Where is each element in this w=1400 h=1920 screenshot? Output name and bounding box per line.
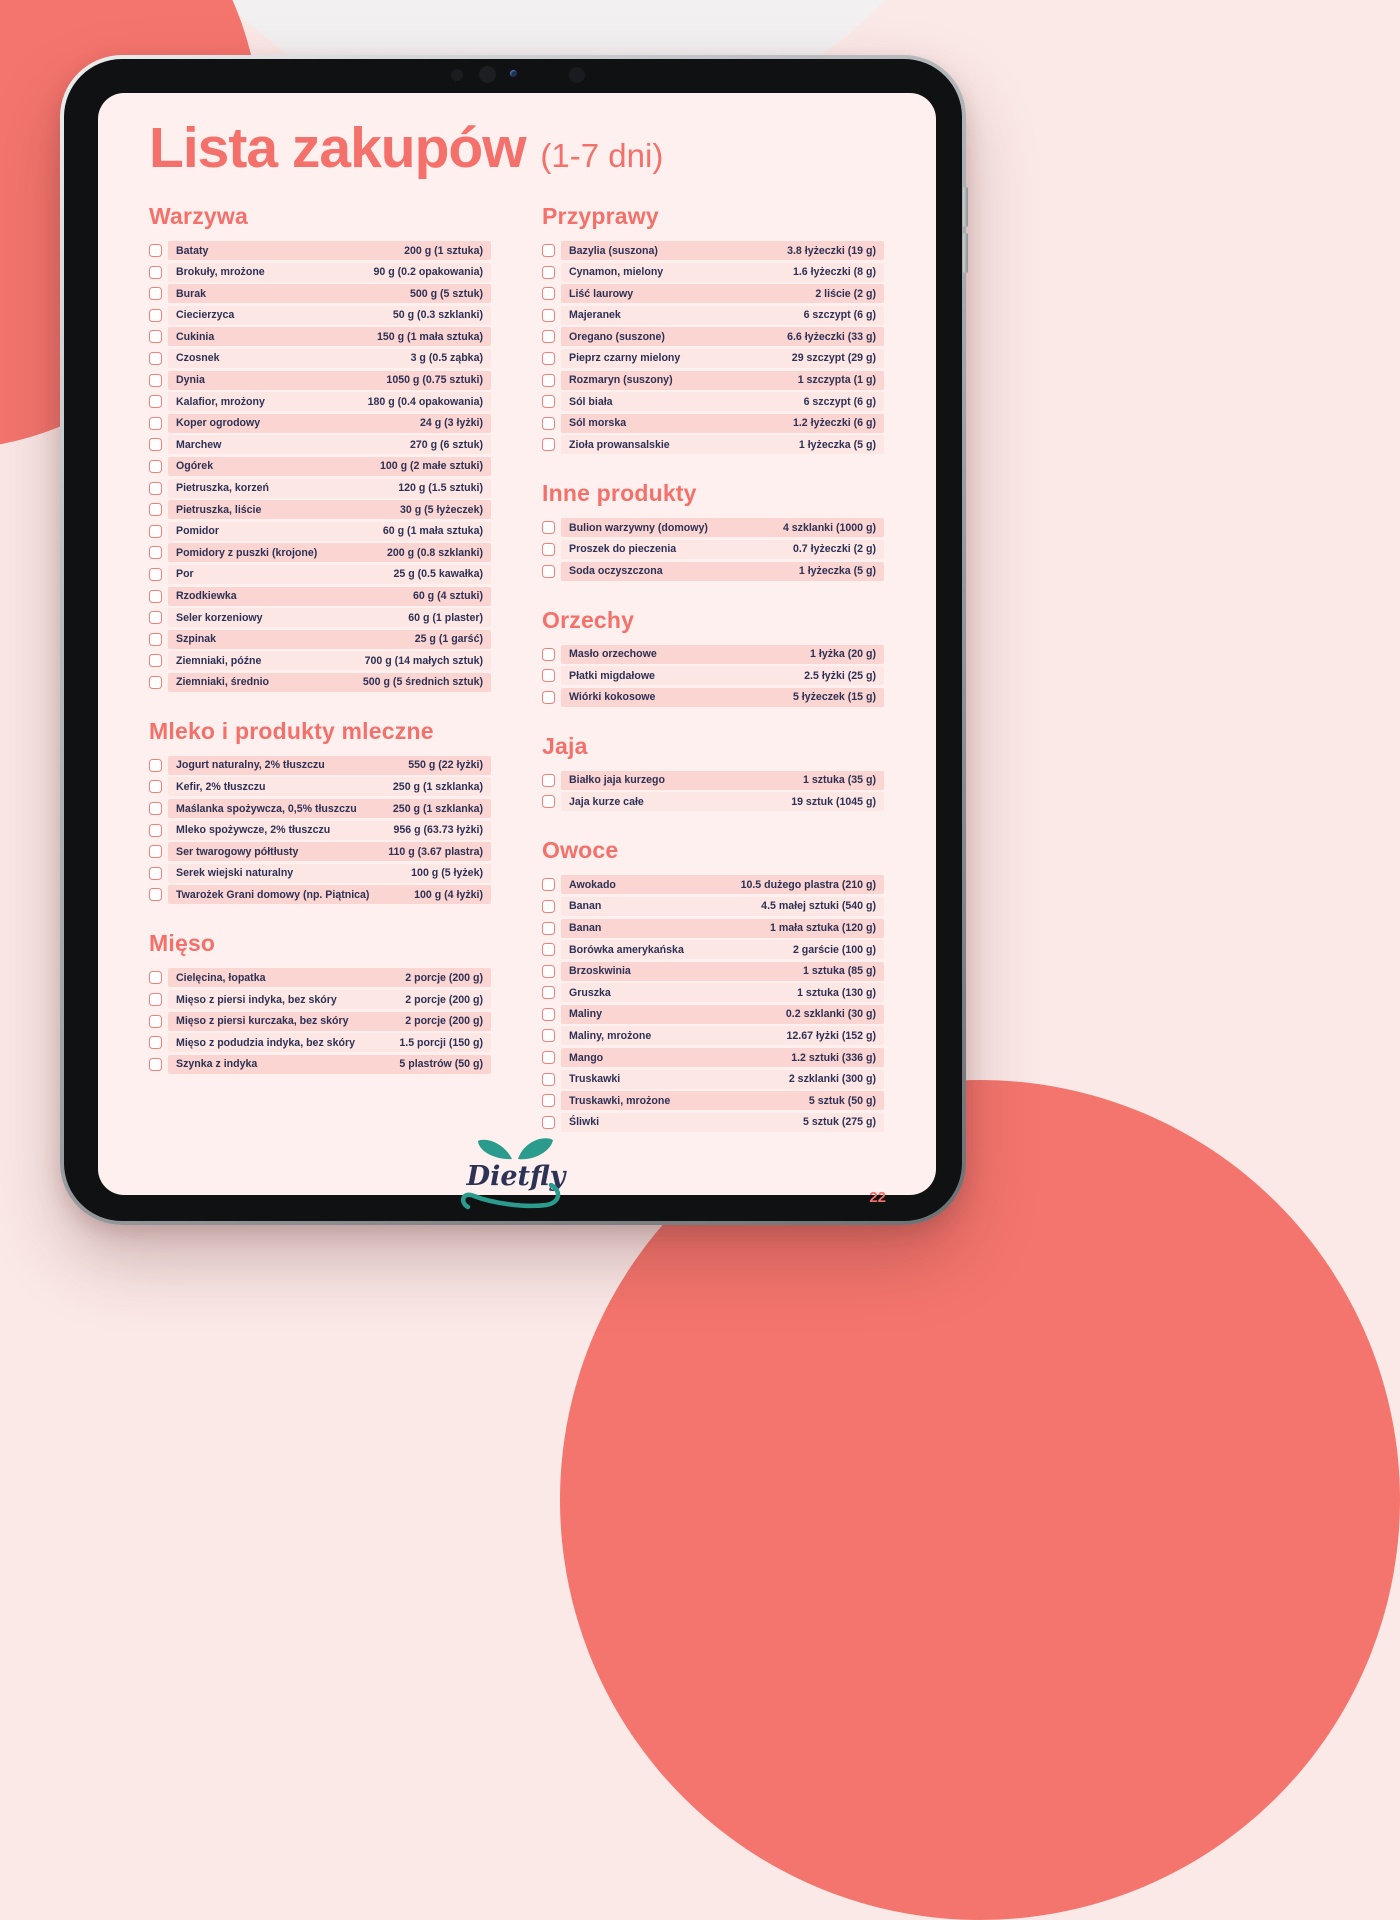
item-label: Sól biała xyxy=(569,395,613,408)
list-columns xyxy=(149,203,884,1134)
item-checkbox[interactable] xyxy=(149,352,162,365)
page-title-suffix: (1-7 dni) xyxy=(540,137,664,174)
item-checkbox[interactable] xyxy=(149,888,162,901)
list-item xyxy=(149,284,491,303)
section-title-orzechy: Orzechy xyxy=(542,606,635,633)
list-item xyxy=(542,518,884,537)
item-label: Pomidor xyxy=(176,525,219,538)
item-checkbox[interactable] xyxy=(149,374,162,387)
list-item xyxy=(149,990,491,1009)
section-title-mieso: Mięso xyxy=(149,930,216,957)
item-quantity: 500 g (5 sztuk) xyxy=(409,287,483,300)
item-quantity: 200 g (1 sztuka) xyxy=(404,244,483,257)
item-quantity: 2 liście (2 g) xyxy=(815,287,876,300)
item-checkbox[interactable] xyxy=(149,309,162,322)
section-title-inne-produkty: Inne produkty xyxy=(542,480,697,507)
item-label: Oregano (suszone) xyxy=(569,330,665,343)
item-label: Mięso z piersi indyka, bez skóry xyxy=(176,993,337,1006)
item-label: Mięso z podudzia indyka, bez skóry xyxy=(176,1036,355,1049)
item-checkbox[interactable] xyxy=(542,374,555,387)
list-item xyxy=(542,962,884,981)
item-checkbox[interactable] xyxy=(542,287,555,300)
item-quantity: 19 sztuk (1045 g) xyxy=(791,795,876,808)
list-item xyxy=(542,771,884,790)
item-label: Maliny xyxy=(569,1008,602,1021)
item-quantity: 5 sztuk (50 g) xyxy=(808,1094,876,1107)
item-label: Marchew xyxy=(176,438,222,451)
item-checkbox[interactable] xyxy=(542,965,555,978)
item-quantity: 1 mała sztuka (120 g) xyxy=(770,922,876,934)
item-quantity: 1.5 porcji (150 g) xyxy=(399,1036,483,1049)
section-warzywa xyxy=(149,203,491,692)
item-quantity: 60 g (4 sztuki) xyxy=(412,590,483,602)
item-quantity: 5 łyżeczek (15 g) xyxy=(792,691,876,704)
item-quantity: 2 porcje (200 g) xyxy=(405,971,483,984)
item-label: Brzoskwinia xyxy=(569,965,631,978)
item-label: Cielęcina, łopatka xyxy=(176,971,266,984)
item-checkbox[interactable] xyxy=(542,1008,555,1021)
item-label: Ser twarogowy półtłusty xyxy=(176,845,299,858)
item-label: Bulion warzywny (domowy) xyxy=(569,521,708,534)
list-item xyxy=(542,241,884,260)
list-item xyxy=(542,306,884,325)
item-quantity: 200 g (0.8 szklanki) xyxy=(387,546,483,559)
item-quantity: 2.5 łyżki (25 g) xyxy=(804,669,876,682)
section-orzechy xyxy=(542,607,884,707)
item-quantity: 50 g (0.3 szklanki) xyxy=(392,309,483,322)
list-item xyxy=(149,457,491,476)
list-item xyxy=(149,327,491,346)
list-item xyxy=(542,371,884,390)
list-item xyxy=(149,587,491,606)
item-quantity: 1 łyżeczka (5 g) xyxy=(798,438,876,451)
item-label: Soda oczyszczona xyxy=(569,565,663,578)
item-label: Sól morska xyxy=(569,417,627,430)
item-label: Dynia xyxy=(176,374,205,387)
list-item xyxy=(542,666,884,685)
section-title-warzywa: Warzywa xyxy=(149,203,248,229)
item-checkbox[interactable] xyxy=(542,309,555,322)
item-quantity: 2 porcje (200 g) xyxy=(405,1015,483,1028)
list-item xyxy=(149,1012,491,1031)
item-quantity: 100 g (5 łyżek) xyxy=(411,867,483,880)
list-item xyxy=(542,284,884,303)
item-label: Szpinak xyxy=(176,633,217,646)
item-quantity: 10.5 dużego plastra (210 g) xyxy=(740,878,876,891)
item-checkbox[interactable] xyxy=(149,1058,162,1071)
item-checkbox[interactable] xyxy=(542,795,555,808)
list-item xyxy=(149,864,491,883)
list-item xyxy=(149,371,491,390)
section-title-przyprawy: Przyprawy xyxy=(542,203,659,229)
item-checkbox[interactable] xyxy=(542,438,555,451)
item-label: Awokado xyxy=(569,878,616,891)
item-quantity: 1 łyżka (20 g) xyxy=(810,648,876,661)
item-label: Białko jaja kurzego xyxy=(569,774,665,787)
list-item xyxy=(542,349,884,368)
item-label: Pietruszka, korzeń xyxy=(176,482,270,495)
item-quantity: 100 g (2 małe sztuki) xyxy=(379,460,483,473)
item-label: Serek wiejski naturalny xyxy=(176,867,294,880)
item-checkbox[interactable] xyxy=(149,525,162,538)
item-checkbox[interactable] xyxy=(149,417,162,430)
item-quantity: 60 g (1 mała sztuka) xyxy=(382,525,483,538)
item-quantity: 1.2 łyżeczki (6 g) xyxy=(792,417,876,430)
item-label: Jaja kurze całe xyxy=(569,795,644,808)
item-checkbox[interactable] xyxy=(149,266,162,279)
item-label: Rozmaryn (suszony) xyxy=(569,374,673,387)
item-quantity: 6 szczypt (6 g) xyxy=(803,395,876,408)
item-quantity: 2 garście (100 g) xyxy=(792,943,876,956)
item-checkbox[interactable] xyxy=(542,543,555,556)
list-item xyxy=(149,263,491,282)
item-label: Zioła prowansalskie xyxy=(569,438,670,451)
item-label: Szynka z indyka xyxy=(176,1058,258,1071)
item-checkbox[interactable] xyxy=(542,986,555,999)
list-item xyxy=(149,522,491,541)
item-checkbox[interactable] xyxy=(149,395,162,408)
item-checkbox[interactable] xyxy=(542,521,555,534)
list-item xyxy=(149,756,491,775)
list-item xyxy=(149,565,491,584)
item-checkbox[interactable] xyxy=(149,993,162,1006)
item-label: Borówka amerykańska xyxy=(569,943,684,956)
list-item xyxy=(149,241,491,260)
item-checkbox[interactable] xyxy=(149,1036,162,1049)
section-mieso xyxy=(149,930,491,1073)
item-label: Cynamon, mielony xyxy=(569,266,664,279)
section-title-jaja: Jaja xyxy=(542,732,588,759)
item-quantity: 250 g (1 szklanka) xyxy=(392,780,483,793)
list-item xyxy=(542,1048,884,1067)
item-quantity: 29 szczypt (29 g) xyxy=(791,352,876,365)
section-title-mleko: Mleko i produkty mleczne xyxy=(149,717,434,744)
item-checkbox[interactable] xyxy=(542,330,555,343)
list-item xyxy=(149,1033,491,1052)
list-item xyxy=(149,479,491,498)
item-label: Twarożek Grani domowy (np. Piątnica) xyxy=(176,888,370,901)
item-checkbox[interactable] xyxy=(149,780,162,793)
item-checkbox[interactable] xyxy=(542,878,555,891)
volume-down-button xyxy=(963,233,968,273)
list-item xyxy=(542,562,884,581)
item-checkbox[interactable] xyxy=(542,943,555,956)
item-quantity: 12.67 łyżki (152 g) xyxy=(786,1029,876,1042)
item-checkbox[interactable] xyxy=(542,1094,555,1107)
item-label: Jogurt naturalny, 2% tłuszczu xyxy=(176,759,325,772)
item-checkbox[interactable] xyxy=(542,691,555,704)
item-checkbox[interactable] xyxy=(542,648,555,661)
item-checkbox[interactable] xyxy=(149,971,162,984)
item-label: Kefir, 2% tłuszczu xyxy=(176,780,266,793)
item-quantity: 700 g (14 małych sztuk) xyxy=(364,654,483,667)
item-checkbox[interactable] xyxy=(542,266,555,279)
list-item xyxy=(149,306,491,325)
item-quantity: 1.6 łyżeczki (8 g) xyxy=(792,266,876,279)
item-quantity: 1 sztuka (130 g) xyxy=(797,986,876,999)
list-item xyxy=(542,897,884,916)
list-item xyxy=(542,1005,884,1024)
list-item xyxy=(542,392,884,411)
item-checkbox[interactable] xyxy=(149,759,162,772)
item-checkbox[interactable] xyxy=(542,922,555,935)
item-checkbox[interactable] xyxy=(542,900,555,913)
item-label: Ciecierzyca xyxy=(176,309,235,322)
item-label: Brokuły, mrożone xyxy=(176,266,265,279)
item-label: Burak xyxy=(176,287,207,300)
item-label: Banan xyxy=(569,900,602,913)
dietfly-logo xyxy=(452,1133,582,1224)
section-przyprawy xyxy=(542,203,884,454)
item-checkbox[interactable] xyxy=(149,438,162,451)
dietfly-logo-icon xyxy=(452,1133,582,1219)
list-item xyxy=(149,673,491,692)
item-quantity: 5 plastrów (50 g) xyxy=(399,1058,483,1071)
item-label: Śliwki xyxy=(569,1116,600,1129)
list-item xyxy=(542,414,884,433)
item-checkbox[interactable] xyxy=(149,244,162,257)
item-quantity: 1 szczypta (1 g) xyxy=(797,374,876,387)
item-checkbox[interactable] xyxy=(149,590,162,603)
left-column xyxy=(149,203,491,1134)
item-quantity: 60 g (1 plaster) xyxy=(408,611,483,624)
item-checkbox[interactable] xyxy=(149,802,162,815)
tablet-bezel xyxy=(64,59,962,1221)
front-camera-icon xyxy=(510,70,517,77)
item-label: Ziemniaki, późne xyxy=(176,654,262,667)
item-checkbox[interactable] xyxy=(149,845,162,858)
item-label: Mięso z piersi kurczaka, bez skóry xyxy=(176,1015,349,1028)
item-quantity: 30 g (5 łyżeczek) xyxy=(399,503,483,516)
list-item xyxy=(542,688,884,707)
list-item xyxy=(149,821,491,840)
list-item xyxy=(542,792,884,811)
item-label: Pieprz czarny mielony xyxy=(569,352,681,365)
item-quantity: 0.7 łyżeczki (2 g) xyxy=(792,543,876,556)
item-label: Cukinia xyxy=(176,330,215,343)
list-item xyxy=(542,645,884,664)
item-checkbox[interactable] xyxy=(149,568,162,581)
leaf-icon xyxy=(478,1140,512,1159)
list-item xyxy=(542,435,884,454)
camera-sensor-icon xyxy=(569,67,585,83)
list-item xyxy=(149,651,491,670)
item-label: Wiórki kokosowe xyxy=(569,691,656,704)
list-item xyxy=(149,885,491,904)
list-item xyxy=(149,777,491,796)
item-label: Truskawki xyxy=(569,1073,621,1086)
item-checkbox[interactable] xyxy=(542,1029,555,1042)
list-item xyxy=(149,349,491,368)
item-quantity: 4.5 małej sztuki (540 g) xyxy=(761,900,876,913)
item-checkbox[interactable] xyxy=(542,565,555,578)
item-label: Pietruszka, liście xyxy=(176,503,262,516)
item-quantity: 6.6 łyżeczki (33 g) xyxy=(787,330,876,343)
section-mleko xyxy=(149,718,491,905)
item-quantity: 1050 g (0.75 sztuki) xyxy=(386,374,483,387)
item-checkbox[interactable] xyxy=(149,867,162,880)
item-quantity: 1 sztuka (85 g) xyxy=(802,965,876,978)
item-label: Masło orzechowe xyxy=(569,648,657,661)
list-item xyxy=(149,414,491,433)
item-label: Mango xyxy=(569,1051,604,1064)
item-checkbox[interactable] xyxy=(542,417,555,430)
list-item xyxy=(542,263,884,282)
item-quantity: 120 g (1.5 sztuki) xyxy=(398,482,483,495)
list-item xyxy=(542,327,884,346)
list-item xyxy=(149,500,491,519)
item-label: Bazylia (suszona) xyxy=(569,244,658,257)
list-item xyxy=(149,1055,491,1074)
list-item xyxy=(542,1026,884,1045)
item-quantity: 1 sztuka (35 g) xyxy=(802,774,876,787)
item-checkbox[interactable] xyxy=(149,1015,162,1028)
item-quantity: 250 g (1 szklanka) xyxy=(392,802,483,815)
list-item xyxy=(149,842,491,861)
tablet-screen xyxy=(98,93,936,1206)
item-label: Ziemniaki, średnio xyxy=(176,676,270,689)
item-label: Rzodkiewka xyxy=(176,590,237,602)
item-quantity: 2 porcje (200 g) xyxy=(405,993,483,1006)
item-label: Ogórek xyxy=(176,460,214,473)
list-item xyxy=(149,968,491,987)
item-checkbox[interactable] xyxy=(149,330,162,343)
item-checkbox[interactable] xyxy=(542,244,555,257)
item-quantity: 90 g (0.2 opakowania) xyxy=(373,266,483,279)
item-label: Pomidory z puszki (krojone) xyxy=(176,546,318,559)
item-label: Płatki migdałowe xyxy=(569,669,655,682)
list-item xyxy=(149,608,491,627)
item-label: Gruszka xyxy=(569,986,611,999)
item-checkbox[interactable] xyxy=(542,1073,555,1086)
item-quantity: 956 g (63.73 łyżki) xyxy=(393,824,483,837)
item-quantity: 2 szklanki (300 g) xyxy=(788,1073,876,1086)
item-checkbox[interactable] xyxy=(149,654,162,667)
item-checkbox[interactable] xyxy=(149,460,162,473)
item-label: Kalafior, mrożony xyxy=(176,395,265,408)
item-checkbox[interactable] xyxy=(542,774,555,787)
item-label: Truskawki, mrożone xyxy=(569,1094,671,1107)
item-checkbox[interactable] xyxy=(542,352,555,365)
list-item xyxy=(149,392,491,411)
item-label: Proszek do pieczenia xyxy=(569,543,677,556)
item-checkbox[interactable] xyxy=(149,503,162,516)
list-item xyxy=(149,799,491,818)
item-quantity: 1 łyżeczka (5 g) xyxy=(798,565,876,578)
list-item xyxy=(542,919,884,938)
item-checkbox[interactable] xyxy=(149,546,162,559)
right-column xyxy=(542,203,884,1134)
item-quantity: 100 g (4 łyżki) xyxy=(414,888,483,901)
item-label: Bataty xyxy=(176,244,209,257)
logo-text: Dietfly xyxy=(466,1161,566,1192)
item-quantity: 25 g (1 garść) xyxy=(414,633,483,646)
item-checkbox[interactable] xyxy=(149,482,162,495)
item-quantity: 4 szklanki (1000 g) xyxy=(782,521,876,534)
list-item xyxy=(542,1113,884,1132)
item-quantity: 550 g (22 łyżki) xyxy=(408,759,483,772)
item-quantity: 110 g (3.67 plastra) xyxy=(388,845,483,858)
list-item xyxy=(542,983,884,1002)
item-label: Maliny, mrożone xyxy=(569,1029,652,1042)
item-label: Majeranek xyxy=(569,309,621,322)
item-checkbox[interactable] xyxy=(542,669,555,682)
item-checkbox[interactable] xyxy=(149,676,162,689)
list-item xyxy=(542,1091,884,1110)
tablet-device xyxy=(60,55,966,1225)
item-quantity: 6 szczypt (6 g) xyxy=(803,309,876,322)
item-label: Mleko spożywcze, 2% tłuszczu xyxy=(176,824,331,837)
item-label: Czosnek xyxy=(176,352,220,365)
page-number: 22 xyxy=(869,1189,886,1206)
item-checkbox[interactable] xyxy=(149,824,162,837)
item-quantity: 3.8 łyżeczki (19 g) xyxy=(787,244,876,257)
list-item xyxy=(149,543,491,562)
list-item xyxy=(149,630,491,649)
section-owoce xyxy=(542,837,884,1132)
list-item xyxy=(542,540,884,559)
item-quantity: 25 g (0.5 kawałka) xyxy=(393,568,483,581)
item-quantity: 3 g (0.5 ząbka) xyxy=(410,352,483,365)
item-label: Liść laurowy xyxy=(569,287,634,300)
item-label: Maślanka spożywcza, 0,5% tłuszczu xyxy=(176,802,357,815)
section-jaja xyxy=(542,733,884,812)
item-quantity: 150 g (1 mała sztuka) xyxy=(377,330,483,343)
list-item xyxy=(542,940,884,959)
volume-up-button xyxy=(963,187,968,227)
section-inne-produkty xyxy=(542,480,884,580)
list-item xyxy=(542,875,884,894)
item-label: Por xyxy=(176,568,194,581)
item-quantity: 5 sztuk (275 g) xyxy=(802,1116,876,1129)
item-checkbox[interactable] xyxy=(542,1116,555,1129)
item-label: Seler korzeniowy xyxy=(176,611,263,624)
item-label: Koper ogrodowy xyxy=(176,417,261,430)
item-quantity: 180 g (0.4 opakowania) xyxy=(367,395,483,408)
item-checkbox[interactable] xyxy=(149,633,162,646)
list-item xyxy=(542,1070,884,1089)
camera-sensor-icon xyxy=(479,66,496,83)
item-quantity: 0.2 szklanki (30 g) xyxy=(785,1008,876,1021)
section-title-owoce: Owoce xyxy=(542,837,619,864)
item-checkbox[interactable] xyxy=(542,1051,555,1064)
camera-sensor-icon xyxy=(451,69,463,81)
list-item xyxy=(149,435,491,454)
item-quantity: 24 g (3 łyżki) xyxy=(420,417,483,430)
item-label: Banan xyxy=(569,922,602,934)
item-quantity: 500 g (5 średnich sztuk) xyxy=(362,676,483,689)
leaf-icon xyxy=(518,1138,553,1159)
item-quantity: 1.2 sztuki (336 g) xyxy=(791,1051,876,1064)
item-checkbox[interactable] xyxy=(542,395,555,408)
item-quantity: 270 g (6 sztuk) xyxy=(409,438,483,451)
page-title: Lista zakupów (1-7 dni) xyxy=(149,116,664,180)
item-checkbox[interactable] xyxy=(149,287,162,300)
item-checkbox[interactable] xyxy=(149,611,162,624)
